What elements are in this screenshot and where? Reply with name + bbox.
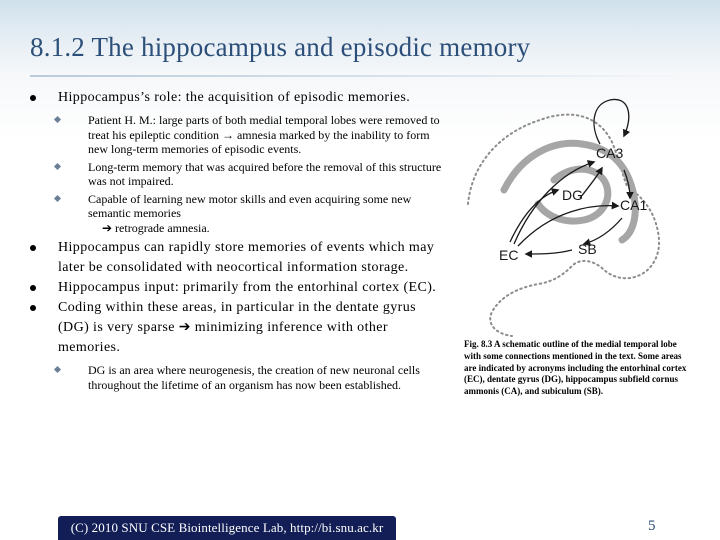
diamond-bullet-icon xyxy=(54,366,61,373)
page-number: 5 xyxy=(648,518,656,534)
bullet-dot-icon xyxy=(30,95,36,101)
sub-bullet-text: Patient H. M.: large parts of both medial temporal lobes were removed to treat his epileptic condition → amnesia marked by the inability to form new long-term memories of episodic events. xyxy=(88,113,440,156)
bullet-text: Hippocampus can rapidly store memories of events which may later be consolidated with neocortical information storage. xyxy=(58,240,435,275)
bullet-dot-icon xyxy=(30,305,36,311)
bullet-rapid-storage xyxy=(30,238,445,278)
sub-bullet-text: DG is an area where neurogenesis, the creation of new neuronal cells throughout the lifetime of an organism has now been established. xyxy=(88,363,420,392)
title-divider xyxy=(30,75,690,77)
ca3-recurrent-loop xyxy=(594,99,629,144)
sub-bullet-patient-hm xyxy=(30,113,445,157)
bullet-sparse-coding xyxy=(30,298,445,358)
sub-bullet-motor-skills xyxy=(30,192,445,236)
ca3-label: CA3 xyxy=(596,145,624,161)
sub-bullet-long-term-memory xyxy=(30,160,445,189)
ec-label: EC xyxy=(499,247,519,263)
bullet-text: Coding within these areas, in particular in the dentate gyrus (DG) is very sparse ➔ minimizing inference with other memories. xyxy=(58,300,416,355)
bullet-dot-icon xyxy=(30,245,36,251)
slide-content xyxy=(30,88,445,392)
sb-label: SB xyxy=(578,241,597,257)
bullet-text: Hippocampus input: primarily from the entorhinal cortex (EC). xyxy=(58,280,437,295)
sb-to-ec-arrow xyxy=(526,250,572,254)
ca1-label: CA1 xyxy=(620,197,648,213)
dg-label: DG xyxy=(562,187,583,203)
footer-banner: (C) 2010 SNU CSE Biointelligence Lab, http://bi.snu.ac.kr xyxy=(58,516,396,540)
sub-bullet-text: Capable of learning new motor skills and even acquiring some new semantic memories xyxy=(88,191,412,220)
diamond-bullet-icon xyxy=(54,162,61,169)
slide-title: 8.1.2 The hippocampus and episodic memory xyxy=(30,32,531,62)
bullet-dot-icon xyxy=(30,285,36,291)
bullet-hippocampus-role xyxy=(30,88,445,108)
ec-to-ca3-arrow xyxy=(514,162,594,244)
figure-caption: Fig. 8.3 A schematic outline of the medial temporal lobe with some connections mentioned in the text. Some areas are indicated by acronyms including the entorhinal cortex (EC), dentate gyrus (DG), hippocampus subfield cornus ammonis (CA), and subiculum (SB). xyxy=(464,339,687,397)
retrograde-amnesia-text: ➔ retrograde amnesia. xyxy=(102,220,210,235)
sub-bullet-neurogenesis xyxy=(30,363,445,392)
diamond-bullet-icon xyxy=(54,116,61,123)
diamond-bullet-icon xyxy=(54,194,61,201)
bullet-text: Hippocampus’s role: the acquisition of episodic memories. xyxy=(58,90,411,105)
hippocampus-diagram xyxy=(462,92,682,338)
bullet-hippocampus-input xyxy=(30,278,445,298)
sub-bullet-text: Long-term memory that was acquired before the removal of this structure was not impaired. xyxy=(88,159,442,188)
